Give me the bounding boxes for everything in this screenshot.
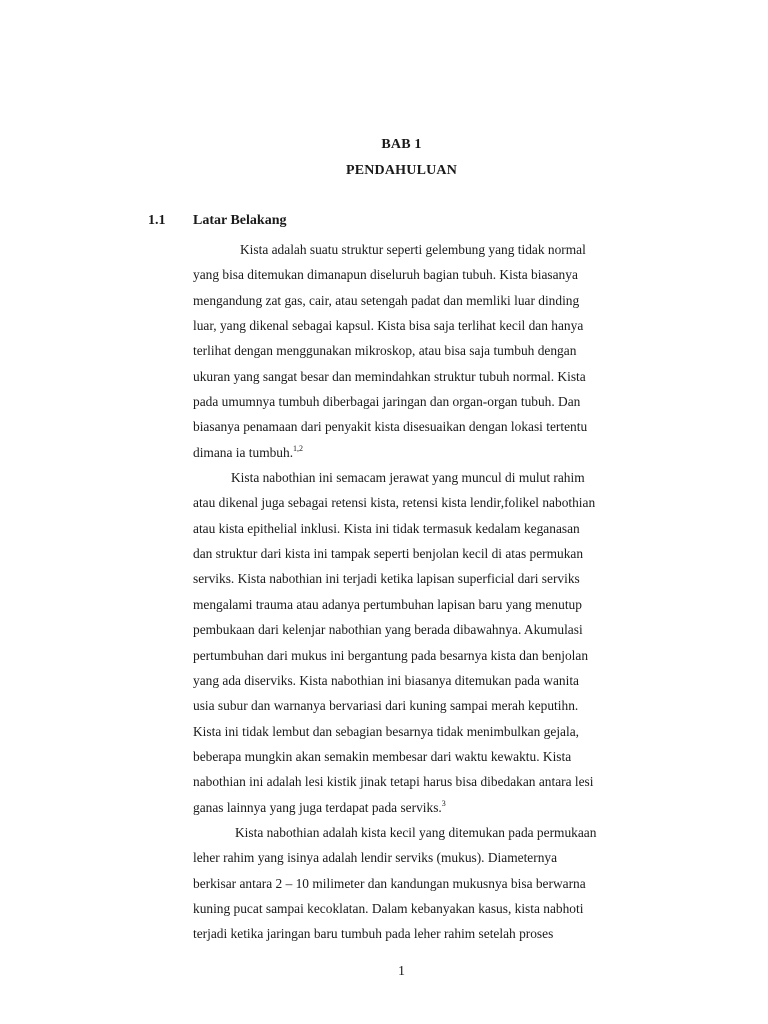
paragraph-2-line-3: atau kista epithelial inklusi. Kista ini tidak termasuk kedalam keganasan xyxy=(193,520,580,536)
paragraph-1-last-text: dimana ia tumbuh. xyxy=(193,444,294,460)
paragraph-1-line-1: Kista adalah suatu struktur seperti gelembung yang tidak normal xyxy=(240,242,586,257)
paragraph-3-line-2: leher rahim yang isinya adalah lendir serviks (mukus). Diameternya xyxy=(193,850,558,866)
paragraph-2-line-10: usia subur dan warnanya bervariasi dari kuning sampai merah keputihn. xyxy=(193,698,579,714)
paragraph-2-line-4: dan struktur dari kista ini tampak seperti benjolan kecil di atas permukan xyxy=(193,546,584,562)
paragraph-2-line-6: mengalami trauma atau adanya pertumbuhan lapisan baru yang menutup xyxy=(193,596,582,612)
chapter-number: BAB 1 xyxy=(381,137,422,152)
paragraph-2-last-text: ganas lainnya yang juga terdapat pada serviks. xyxy=(193,799,442,815)
page-number: 1 xyxy=(398,964,405,979)
paragraph-2-line-1: Kista nabothian ini semacam jerawat yang muncul di mulut rahim xyxy=(231,470,585,486)
body-text xyxy=(193,237,663,947)
paragraph-2-line-8: pertumbuhan dari mukus ini bergantung pada besarnya kista dan benjolan xyxy=(193,647,589,663)
paragraph-1-line-9 xyxy=(193,440,663,465)
section-heading xyxy=(148,213,286,229)
paragraph-1-line-8: biasanya penamaan dari penyakit kista disesuaikan dengan lokasi tertentu xyxy=(193,419,588,435)
section-number: 1.1 xyxy=(148,213,166,228)
paragraph-1-line-4: luar, yang dikenal sebagai kapsul. Kista bisa saja terlihat kecil dan hanya xyxy=(193,318,584,334)
paragraph-3-line-1: Kista nabothian adalah kista kecil yang ditemukan pada permukaan xyxy=(235,824,597,840)
section-title: Latar Belakang xyxy=(193,213,287,228)
paragraph-1-line-2: yang bisa ditemukan dimanapun diseluruh bagian tubuh. Kista biasanya xyxy=(193,267,578,283)
paragraph-2-line-5: serviks. Kista nabothian ini terjadi ketika lapisan superficial dari serviks xyxy=(193,571,580,587)
paragraph-3-line-4: kuning pucat sampai kecoklatan. Dalam kebanyakan kasus, kista nabhoti xyxy=(193,900,584,916)
paragraph-2-line-7: pembukaan dari kelenjar nabothian yang berada dibawahnya. Akumulasi xyxy=(193,622,583,638)
paragraph-2-line-11: Kista ini tidak lembut dan sebagian besarnya tidak menimbulkan gejala, xyxy=(193,723,579,739)
paragraph-2-line-9: yang ada diserviks. Kista nabothian ini biasanya ditemukan pada wanita xyxy=(193,672,579,688)
paragraph-2-line-12: beberapa mungkin akan semakin membesar dari waktu kewaktu. Kista xyxy=(193,748,572,764)
paragraph-3-line-3: berkisar antara 2 – 10 milimeter dan kandungan mukusnya bisa berwarna xyxy=(193,875,586,891)
citation-1-2: 1,2 xyxy=(293,443,304,453)
chapter-title: PENDAHULUAN xyxy=(345,163,458,178)
paragraph-2-line-14 xyxy=(193,795,663,820)
paragraph-1-line-7: pada umumnya tumbuh diberbagai jaringan dan organ-organ tubuh. Dan xyxy=(193,394,581,410)
paragraph-2-line-13: nabothian ini adalah lesi kistik jinak tetapi harus bisa dibedakan antara lesi xyxy=(193,774,594,790)
paragraph-2-line-2: atau dikenal juga sebagai retensi kista, retensi kista lendir,folikel nabothian xyxy=(193,495,596,511)
paragraph-1-line-5: terlihat dengan menggunakan mikroskop, atau bisa saja tumbuh dengan xyxy=(193,343,577,359)
paragraph-1-line-6: ukuran yang sangat besar dan memindahkan struktur tubuh normal. Kista xyxy=(193,368,586,384)
paragraph-1-line-3: mengandung zat gas, cair, atau setengah padat dan memliki luar dinding xyxy=(193,292,580,308)
citation-3: 3 xyxy=(441,798,446,808)
paragraph-3-line-5: terjadi ketika jaringan baru tumbuh pada leher rahim setelah proses xyxy=(193,926,554,942)
